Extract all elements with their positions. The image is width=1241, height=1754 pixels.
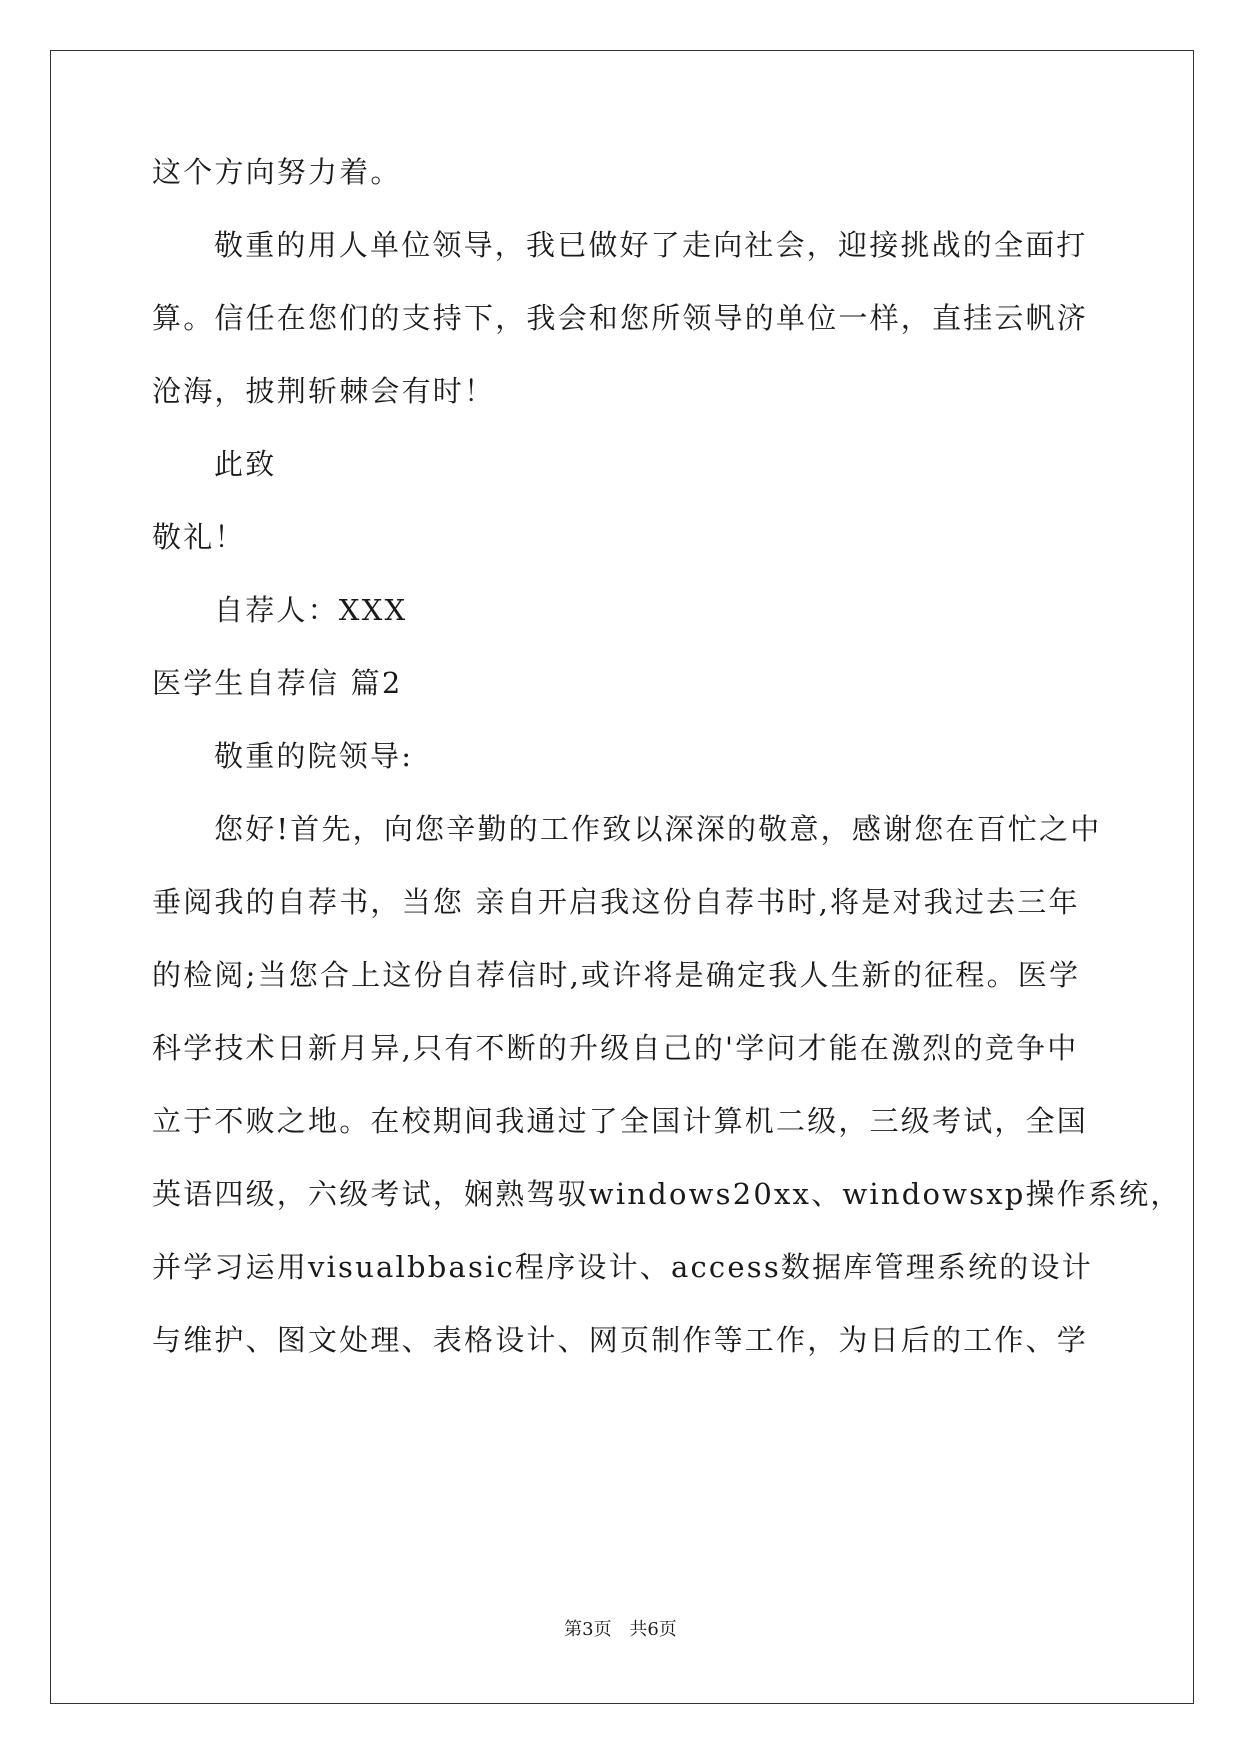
text-line: 沧海，披荆斩棘会有时！ — [152, 374, 496, 408]
text-line: 算。信任在您们的支持下，我会和您所领导的单位一样，直挂云帆济 — [152, 301, 1089, 335]
text-line: 敬重的用人单位领导，我已做好了走向社会，迎接挑战的全面打 — [214, 228, 1088, 262]
text-line: 垂阅我的自荐书，当您 亲自开启我这份自荐书时,将是对我过去三年 — [152, 885, 1080, 919]
text-line: 与维护、图文处理、表格设计、网页制作等工作，为日后的工作、学 — [152, 1323, 1089, 1357]
text-line: 敬礼！ — [152, 520, 246, 554]
text-line: 此致 — [214, 447, 277, 481]
text-line: 自荐人：XXX — [214, 593, 408, 627]
section-heading: 医学生自荐信 篇2 — [152, 666, 403, 700]
text-line: 科学技术日新月异,只有不断的升级自己的'学问才能在激烈的竞争中 — [152, 1031, 1079, 1065]
text-line: 您好!首先，向您辛勤的工作致以深深的敬意，感谢您在百忙之中 — [214, 812, 1102, 846]
text-line: 敬重的院领导: — [214, 739, 414, 773]
page-number: 第3页 — [564, 1619, 612, 1640]
text-line: 并学习运用visualbbasic程序设计、access数据库管理系统的设计 — [152, 1250, 1093, 1284]
text-line: 英语四级，六级考试，娴熟驾驭windows20xx、windowsxp操作系统， — [152, 1177, 1182, 1211]
page-footer — [0, 1618, 1241, 1642]
text-line: 这个方向努力着。 — [152, 155, 402, 189]
page-total: 共6页 — [629, 1619, 677, 1640]
text-line: 立于不败之地。在校期间我通过了全国计算机二级，三级考试，全国 — [152, 1104, 1089, 1138]
text-line: 的检阅;当您合上这份自荐信时,或许将是确定我人生新的征程。医学 — [152, 958, 1081, 992]
